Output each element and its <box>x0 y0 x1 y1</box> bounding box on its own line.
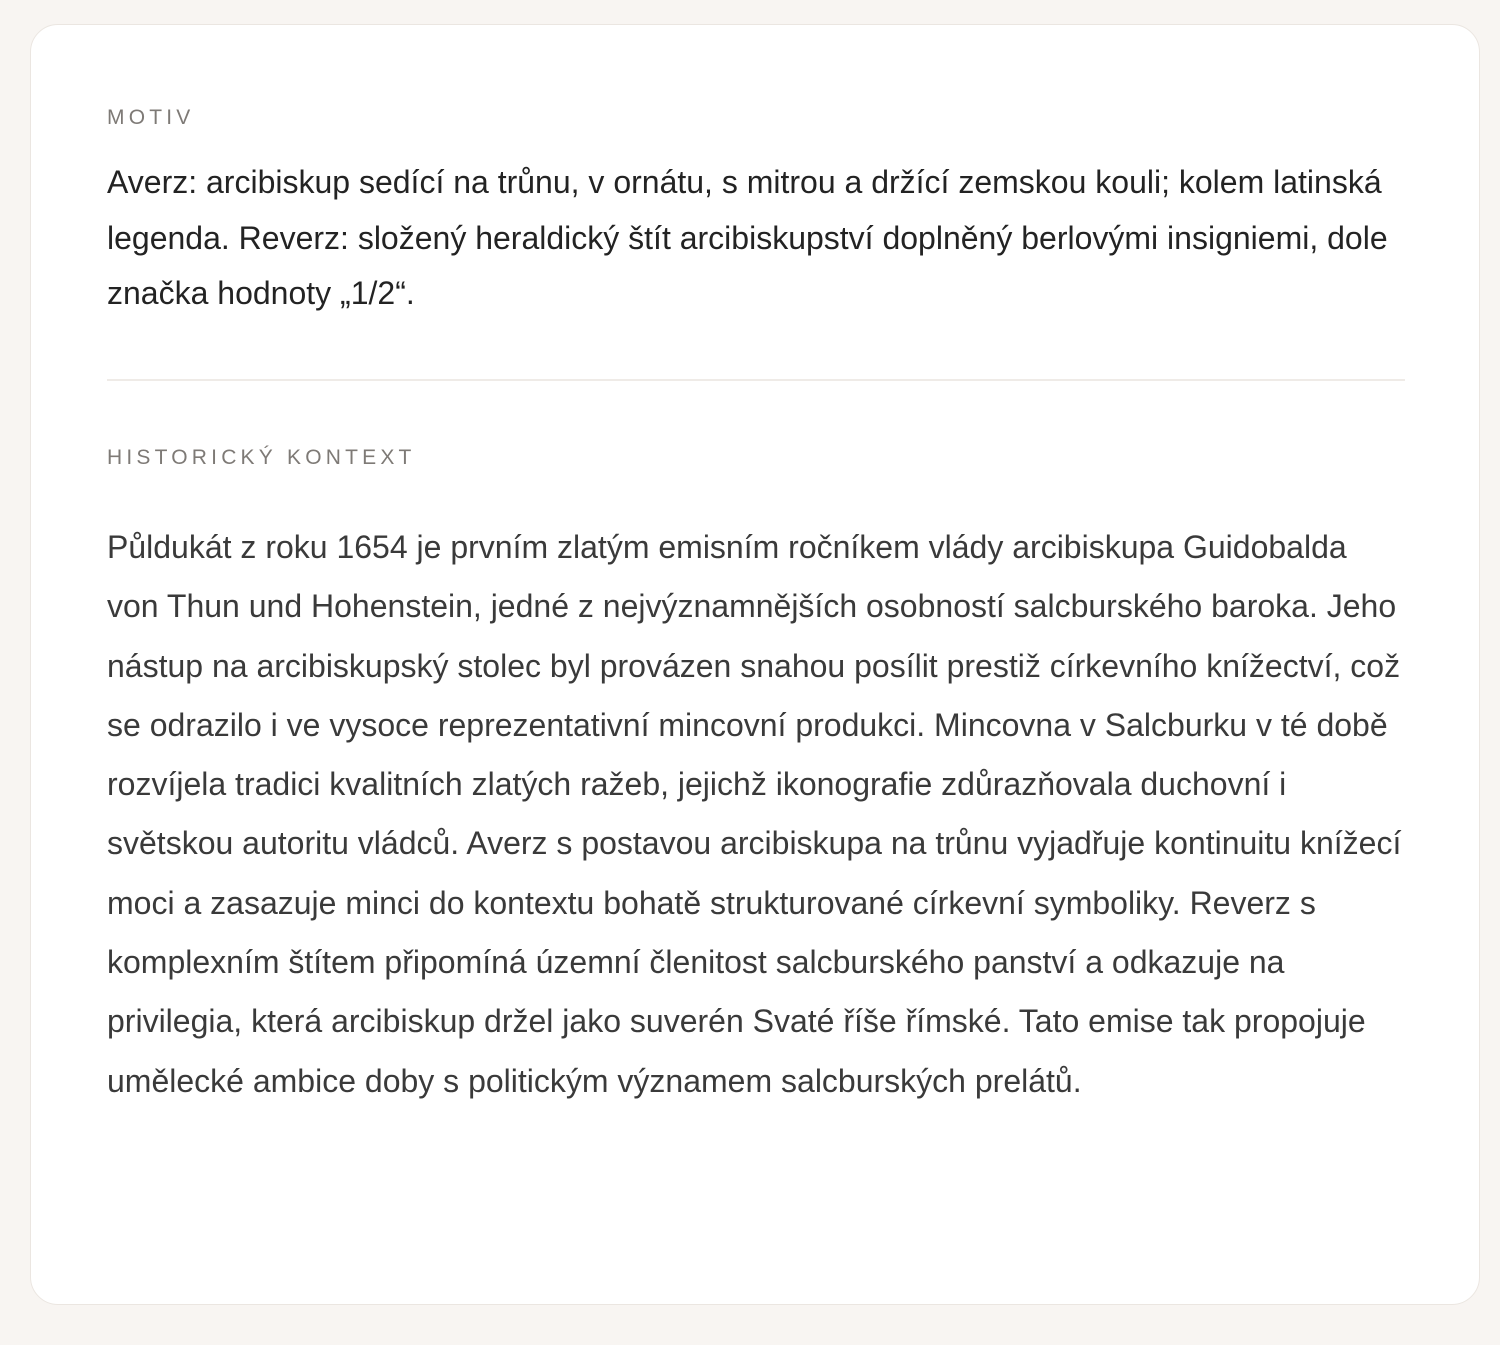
section-label-historical-context: HISTORICKÝ KONTEXT <box>107 446 416 469</box>
motiv-description: Averz: arcibiskup sedící na trůnu, v ornátu, s mitrou a držící zemskou kouli; kolem latinská legenda. Reverz: složený heraldický štít arcibiskupství doplněný berlovými insigniemi, dole značka hodnoty „1/2“. <box>107 164 1388 311</box>
section-label-motiv: MOTIV <box>107 106 195 129</box>
coin-detail-card <box>30 24 1480 1305</box>
historical-context-description: Půldukát z roku 1654 je prvním zlatým emisním ročníkem vlády arcibiskupa Guidobalda von Thun und Hohenstein, jedné z nejvýznamnějších osobností salcburského baroka. Jeho nástup na arcibiskupský stolec byl provázen snahou posílit prestiž církevního knížectví, což se odrazilo i ve vysoce reprezentativní mincovní produkci. Mincovna v Salcburku v té době rozvíjela tradici kvalitních zlatých ražeb, jejichž ikonografie zdůrazňovala duchovní i světskou autoritu vládců. Averz s postavou arcibiskupa na trůnu vyjadřuje kontinuitu knížecí moci a zasazuje minci do kontextu bohatě strukturované církevní symboliky. Reverz s komplexním štítem připomíná územní členitost salcburského panství a odkazuje na privilegia, která arcibiskup držel jako suverén Svaté říše římské. Tato emise tak propojuje umělecké ambice doby s politickým významem salcburských prelátů. <box>107 529 1402 1099</box>
section-divider <box>107 379 1405 381</box>
